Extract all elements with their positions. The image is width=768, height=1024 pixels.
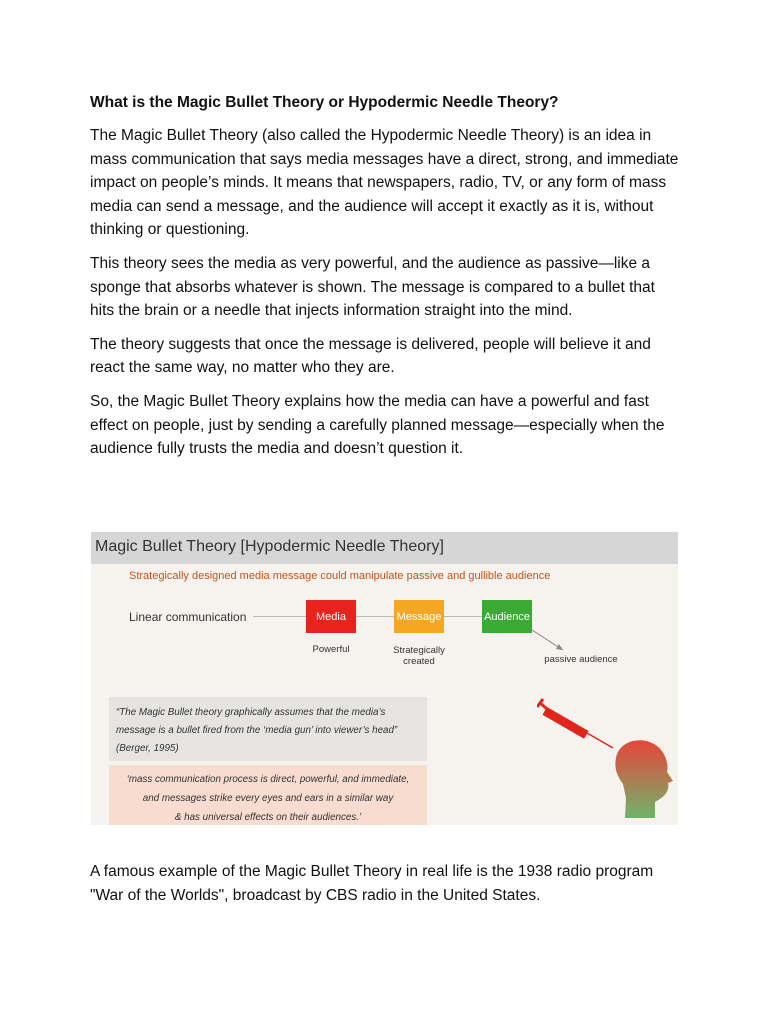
linear-communication-label: Linear communication [129,610,247,624]
paragraph-2: This theory sees the media as very powerful, and the audience as passive—like a sponge that absorbs whatever is shown. The message is compared to a bullet that hits the brain or a needle that injects information straight into the mind. [90,254,655,320]
definition-line-3: & has universal effects on their audiences.’ [174,812,362,823]
audience-label: Audience [484,610,530,623]
paragraph-4: So, the Magic Bullet Theory explains how the media can have a powerful and fast effect on people, just by sending a carefully planned message—especially when the audience fully trusts the media and doesn’t question it. [90,392,665,458]
audience-caption: passive audience [544,654,618,665]
quote-box [109,697,427,761]
media-caption: Powerful [312,644,350,655]
document-heading: What is the Magic Bullet Theory or Hypodermic Needle Theory? [90,94,559,111]
message-caption-line1: Strategically [393,645,445,656]
quote-text [116,704,426,758]
head-syringe-illustration [537,698,677,825]
definition-line-1: ‘mass communication process is direct, powerful, and immediate, [126,774,410,785]
message-caption-line2: created [403,656,435,667]
quote-line-1: “The Magic Bullet theory graphically assumes that the media’s [116,707,386,718]
figure-title: Magic Bullet Theory [Hypodermic Needle Theory] [95,538,444,555]
head-silhouette-icon [615,740,673,818]
quote-line-3: (Berger, 1995) [116,743,179,754]
syringe-icon [537,699,613,748]
definition-line-2: and messages strike every eyes and ears in a similar way [142,793,394,804]
quote-line-2: message is a bullet fired from the ‘media gun’ into viewer’s head” [116,725,398,736]
magic-bullet-figure [91,532,678,825]
media-label: Media [316,610,346,623]
paragraph-3: The theory suggests that once the message is delivered, people will believe it and react the same way, no matter who they are. [90,335,651,377]
definition-text [109,770,427,825]
figure-subtitle: Strategically designed media message could manipulate passive and gullible audience [129,570,551,582]
closing-paragraph: A famous example of the Magic Bullet Theory in real life is the 1938 radio program "War of the Worlds", broadcast by CBS radio in the United States. [90,863,654,904]
message-label: Message [396,610,442,623]
definition-box [109,765,427,825]
document-body [90,92,682,471]
paragraph-1: The Magic Bullet Theory (also called the Hypodermic Needle Theory) is an idea in mass communication that says media messages have a direct, strong, and immediate impact on people’s minds. It means that newspapers, radio, TV, or any form of mass media can send a message, and the audience will accept it exactly as it is, without thinking or questioning. [90,127,679,239]
